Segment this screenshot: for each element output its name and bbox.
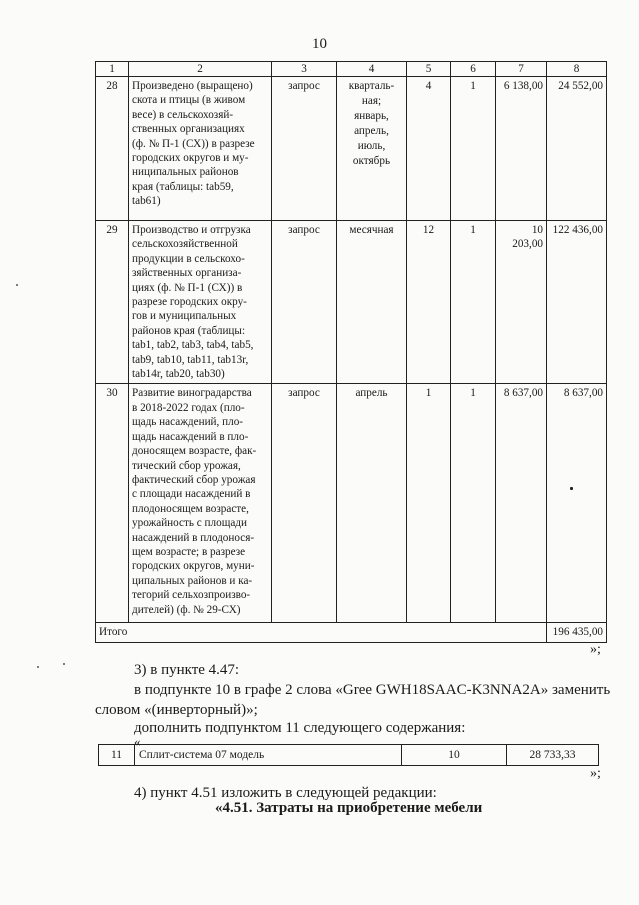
split-system-table (98, 744, 599, 766)
row-name-line: дителей) (ф. № 29-СХ) (132, 603, 241, 616)
row-name-line: тический сбор урожая, (132, 459, 241, 472)
row-period-line: месячная (349, 224, 394, 236)
table-row (96, 77, 607, 221)
row-price: 10 203,00 (496, 221, 547, 384)
row-name-line: городских округов и му- (132, 152, 249, 165)
table-row (96, 384, 607, 623)
row-period-line: апрель (355, 387, 388, 400)
closing-quote: »; (590, 766, 601, 781)
row-name (129, 221, 272, 384)
row-number: 30 (96, 384, 129, 623)
row-method: запрос (272, 77, 337, 221)
row-name (129, 384, 272, 623)
row-name-line: тегорий сельхозпроизво- (132, 589, 251, 602)
row-name-line: городских округов, муни- (132, 560, 255, 573)
row-name-line: фактический сбор урожая (132, 473, 256, 486)
small-row-price: 28 733,33 (507, 745, 599, 766)
table-total-row (96, 623, 607, 642)
row-name-line: циях (ф. № П-1 (СХ)) в (132, 281, 243, 294)
row-name-line: щем возрасте; в разрезе (132, 545, 246, 558)
row-name-line: щадь насаждений, пло- (132, 416, 244, 429)
row-name-line: разрезе городских окру- (132, 296, 247, 309)
row-period-line: июль, (357, 140, 386, 152)
row-name-line: с площади насаждений в (132, 488, 251, 501)
row-name-line: ниципальных районов (132, 166, 239, 179)
small-row-quantity: 10 (402, 745, 507, 766)
header-cell: 1 (96, 62, 129, 77)
row-name-line: Производство и отгрузка (132, 224, 251, 236)
item-3-line: 3) в пункте 4.47: (134, 662, 240, 678)
row-name-line: щадь насаждений в пло- (132, 430, 249, 443)
header-cell: 3 (272, 62, 337, 77)
scan-speck (63, 663, 65, 665)
row-period-line: октябрь (352, 155, 391, 167)
row-name-line: весе) в сельскохозяй- (132, 108, 234, 121)
row-name-line: tab61) (132, 195, 161, 208)
row-period (337, 384, 407, 623)
row-name-line: (ф. № П-1 (СХ)) в разрезе (132, 137, 255, 150)
row-count: 1 (451, 384, 496, 623)
row-method: запрос (272, 221, 337, 384)
row-quantity: 12 (407, 221, 451, 384)
row-name-line: tab1, tab2, tab3, tab4, tab5, (132, 339, 254, 352)
row-name-line: tab9, tab10, tab11, tab13r, (132, 353, 249, 366)
row-name-line: края (таблицы: tab59, (132, 180, 234, 193)
row-name-line: скота и птицы (в живом (132, 94, 246, 107)
row-name-line: урожайность с площади (132, 517, 247, 530)
header-cell: 5 (407, 62, 451, 77)
row-period-line: январь, (354, 110, 389, 122)
row-period (337, 221, 407, 384)
table-row (99, 745, 599, 766)
section-heading: «4.51. Затраты на приобретение мебели (215, 800, 483, 816)
row-name-line: гов и муниципальных (132, 310, 237, 323)
row-quantity: 1 (407, 384, 451, 623)
row-count: 1 (451, 77, 496, 221)
row-method: запрос (272, 384, 337, 623)
item-3-subline-2: словом «(инверторный)»; (95, 702, 258, 718)
row-name-line: ственных организациях (132, 123, 245, 136)
row-name-line: районов края (таблицы: (132, 324, 246, 337)
row-period (337, 77, 407, 221)
procurement-table (95, 61, 607, 643)
row-name-line: плодоносящем возрасте, (132, 502, 249, 515)
row-name-line: насаждений в плодонося- (132, 531, 255, 544)
small-row-name: Сплит-система 07 модель (135, 745, 402, 766)
row-name-line: Развитие виноградарства (132, 387, 252, 400)
row-number: 29 (96, 221, 129, 384)
total-sum: 196 435,00 (547, 623, 607, 642)
total-label: Итого (96, 623, 547, 642)
item-3-add: дополнить подпунктом 11 следующего содержания: (134, 720, 466, 736)
row-count: 1 (451, 221, 496, 384)
row-period-line: кварталь- (348, 80, 395, 92)
scan-speck (37, 666, 39, 668)
scan-speck (570, 487, 573, 490)
row-price: 6 138,00 (496, 77, 547, 221)
scan-speck (16, 284, 18, 286)
item-4-line: 4) пункт 4.51 изложить в следующей редакции: (134, 785, 437, 801)
row-name-line: в 2018-2022 годах (пло- (132, 401, 245, 414)
page-number: 10 (312, 36, 327, 52)
row-name-line: сельскохозяйственной (132, 238, 238, 251)
row-quantity: 4 (407, 77, 451, 221)
row-sum: 122 436,00 (547, 221, 607, 384)
table-row (96, 221, 607, 384)
row-name-line: доносящем возрасте, фак- (132, 445, 257, 458)
row-name-line: зяйственных организа- (132, 267, 242, 280)
row-price: 8 637,00 (496, 384, 547, 623)
row-period-line: апрель, (354, 125, 389, 137)
row-sum: 24 552,00 (547, 77, 607, 221)
row-period-line: ная; (361, 95, 382, 107)
closing-quote: »; (590, 642, 601, 657)
row-number: 28 (96, 77, 129, 221)
header-cell: 8 (547, 62, 607, 77)
row-name-line: Произведено (выращено) (132, 80, 253, 92)
item-3-subline-1: в подпункте 10 в графе 2 слова «Gree GWH18SAAC-K3NNA2A» заменить (134, 682, 611, 698)
row-name (129, 77, 272, 221)
header-cell: 4 (337, 62, 407, 77)
row-sum: 8 637,00 (547, 384, 607, 623)
row-name-line: tab14r, tab20, tab30) (132, 368, 225, 381)
row-name-line: продукции в сельскохо- (132, 252, 245, 265)
table-header-row (96, 62, 607, 77)
small-row-number: 11 (99, 745, 135, 766)
header-cell: 2 (129, 62, 272, 77)
header-cell: 6 (451, 62, 496, 77)
header-cell: 7 (496, 62, 547, 77)
opening-quote: « (134, 734, 141, 749)
row-name-line: ципальных районов и ка- (132, 574, 253, 587)
